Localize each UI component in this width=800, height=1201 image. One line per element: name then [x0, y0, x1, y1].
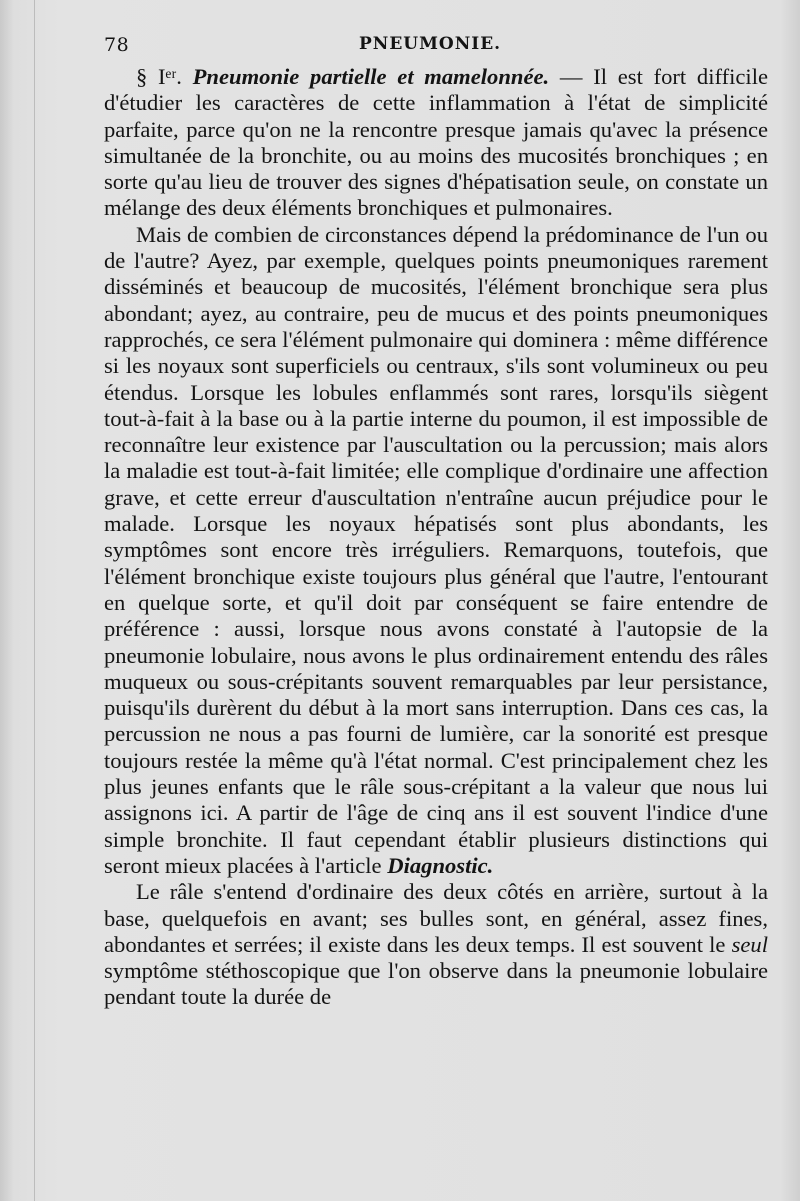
section-number: § Iᵉʳ.: [136, 64, 182, 89]
binding-edge: [34, 0, 35, 1201]
paragraph-2: [104, 222, 768, 879]
paragraph-1: [104, 64, 768, 222]
page-header: [104, 30, 768, 64]
paragraph-1-text: — Il est fort difficile d'étudier les caractères de cette inflammation à l'état de simplicité parfaite, parce qu'on ne la rencontre presque jamais qu'avec la présence simultanée de la bronchite, ou au moins des mucosités bronchiques ; en sorte qu'au lieu de trouver des signes d'hépatisation seule, on constate un mélange des deux éléments bronchiques et pulmonaires.: [104, 64, 768, 221]
running-title: PNEUMONIE.: [359, 34, 502, 54]
body-text: [104, 64, 768, 1011]
paragraph-3-text-start: Le râle s'entend d'ordinaire des deux côtés en arrière, surtout à la base, quelquefois en avant; ses bulles sont, en général, assez fines, abondantes et serrées; il existe dans les deux temps. Il est souvent le: [104, 879, 768, 957]
paragraph-2-text: Mais de combien de circonstances dépend la prédominance de l'un ou de l'autre? Ayez, par exemple, quelques points pneumoniques rarement disséminés et beaucoup de mucosités, l'élément bronchique sera plus abondant; ayez, au contraire, peu de mucus et des points pneumoniques rapprochés, ce sera l'élément pulmonaire qui dominera : même différence si les noyaux sont superficiels ou centraux, s'ils sont volumineux ou peu étendus. Lorsque les lobules enflammés sont rares, lorsqu'ils siègent tout-à-fait à la base ou à la partie interne du poumon, il est impossible de reconnaître leur existence par l'auscultation ou la percussion; mais alors la maladie est tout-à-fait limitée; elle complique d'ordinaire une affection grave, et cette erreur d'auscultation n'entraîne aucun préjudice pour le malade. Lorsque les noyaux hépatisés sont plus abondants, les symptômes sont encore très irréguliers. Remarquons, toutefois, que l'élément bronchique existe toujours plus général que l'autre, l'entourant en quelque sorte, et qu'il doit par conséquent se faire entendre de préférence : aussi, lorsque nous avons constaté à l'autopsie de la pneumonie lobulaire, nous avons le plus ordinairement entendu des râles muqueux ou sous-crépitants souvent remarquables par leur persistance, puisqu'ils durèrent du début à la mort sans interruption. Dans ces cas, la percussion ne nous a pas fourni de lumière, car la sonorité est presque toujours restée la même qu'à l'état normal. C'est principalement chez les plus jeunes enfants que le râle sous-crépitant a la valeur que nous lui assignons ici. A partir de l'âge de cinq ans il est souvent l'indice d'une simple bronchite. Il faut cependant établir plusieurs distinctions qui seront mieux placées à l'article: [104, 221, 768, 878]
diagnostic-reference: Diagnostic.: [387, 852, 494, 878]
page-number: 78: [104, 34, 130, 56]
paragraph-3: [104, 879, 768, 1010]
section-subtitle: Pneumonie partielle et mamelonnée.: [192, 64, 550, 89]
emphasis-word: seul: [731, 931, 769, 957]
paragraph-3-text-end: symptôme stéthoscopique que l'on observe dans la pneumonie lobulaire pendant toute la durée de: [104, 958, 768, 1010]
